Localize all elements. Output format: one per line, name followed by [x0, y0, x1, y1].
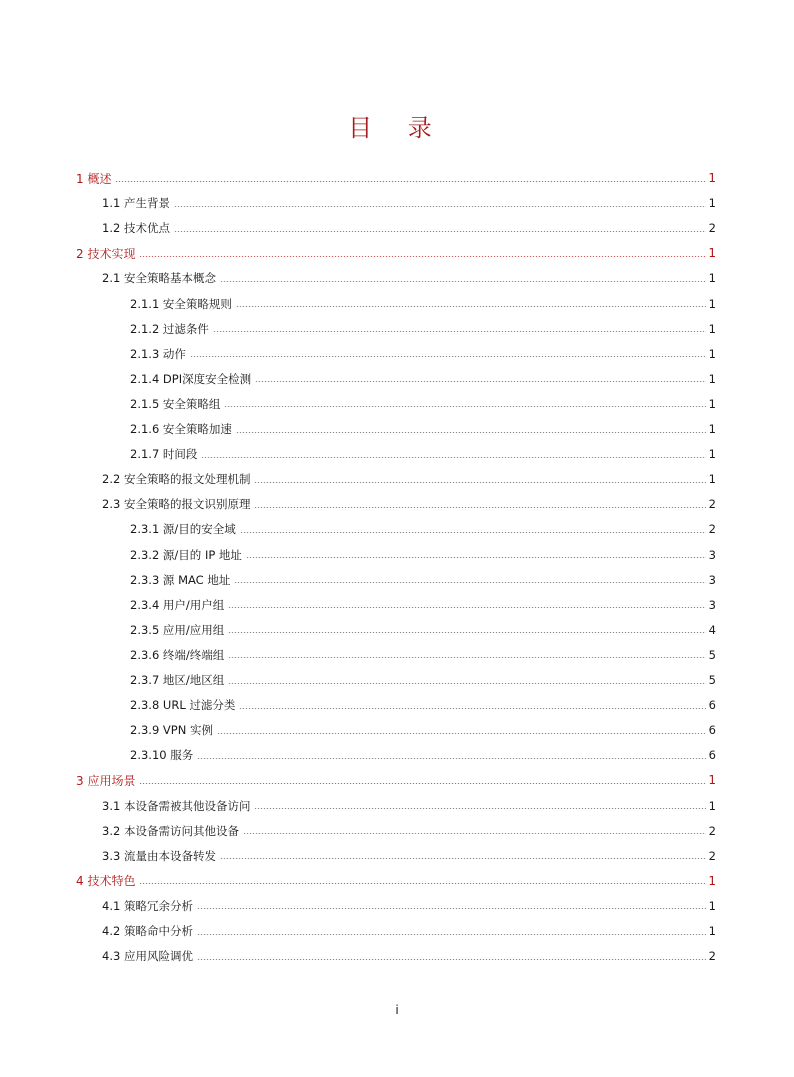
toc-entry-page: 1 — [708, 346, 716, 361]
toc-dot-leader — [217, 733, 706, 734]
toc-entry-label: 2.1.5 安全策略组 — [130, 396, 221, 411]
toc-dot-leader — [213, 331, 706, 332]
toc-entry-label: 2.3.5 应用/应用组 — [130, 622, 225, 637]
toc-dot-leader — [236, 432, 706, 433]
toc-entry-page: 1 — [708, 246, 716, 261]
toc-entry-label: 4.3 应用风险调优 — [102, 949, 193, 964]
toc-entry[interactable] — [76, 768, 716, 792]
toc-dot-leader — [228, 607, 706, 608]
toc-entry[interactable] — [130, 367, 716, 391]
toc-entry-page: 6 — [708, 723, 716, 738]
toc-entry-label: 2.1.2 过滤条件 — [130, 321, 209, 336]
toc-entry[interactable] — [130, 543, 716, 567]
toc-dot-leader — [234, 582, 706, 583]
toc-dot-leader — [201, 457, 706, 458]
toc-entry-page: 1 — [708, 447, 716, 462]
toc-entry[interactable] — [76, 869, 716, 893]
toc-dot-leader — [240, 532, 706, 533]
toc-entry[interactable] — [102, 492, 716, 516]
toc-entry-label: 3.2 本设备需访问其他设备 — [102, 823, 239, 838]
toc-entry-label: 2.3.6 终端/终端组 — [130, 647, 225, 662]
toc-entry-page: 4 — [708, 622, 716, 637]
toc-entry-page: 1 — [708, 873, 716, 888]
toc-dot-leader — [174, 231, 706, 232]
toc-entry[interactable] — [130, 718, 716, 742]
toc-entry[interactable] — [130, 618, 716, 642]
toc-entry-page: 1 — [708, 422, 716, 436]
toc-entry-label: 1 概述 — [76, 171, 112, 186]
toc-entry-page: 1 — [708, 321, 716, 336]
toc-entry-label: 2.3.7 地区/地区组 — [130, 673, 225, 687]
toc-dot-leader — [197, 908, 706, 909]
toc-entry[interactable] — [130, 593, 716, 617]
toc-entry-label: 3.1 本设备需被其他设备访问 — [102, 798, 251, 813]
toc-entry-label: 2.3.3 源 MAC 地址 — [130, 572, 231, 587]
toc-entry-page: 6 — [708, 748, 716, 763]
toc-entry-page: 1 — [708, 798, 716, 813]
toc-entry-label: 2.3.10 服务 — [130, 748, 194, 763]
toc-entry-page: 1 — [708, 924, 716, 938]
toc-entry[interactable] — [102, 844, 716, 868]
toc-entry-label: 2.3 安全策略的报文识别原理 — [102, 497, 251, 512]
toc-dot-leader — [254, 507, 706, 508]
toc-entry-page: 3 — [708, 572, 716, 587]
toc-entry-label: 2.1 安全策略基本概念 — [102, 271, 216, 286]
toc-entry-page: 2 — [708, 522, 716, 537]
toc-dot-leader — [228, 683, 706, 684]
toc-entry[interactable] — [76, 166, 716, 190]
toc-dot-leader — [139, 883, 706, 884]
toc-dot-leader — [255, 381, 706, 382]
toc-entry[interactable] — [130, 317, 716, 341]
toc-title: 目 录 — [348, 114, 446, 142]
toc-entry[interactable] — [130, 517, 716, 541]
toc-entry-label: 2.1.6 安全策略加速 — [130, 422, 232, 436]
toc-dot-leader — [239, 708, 706, 709]
toc-entry[interactable] — [130, 693, 716, 717]
toc-entry[interactable] — [130, 568, 716, 592]
page-number: i — [395, 1003, 399, 1017]
toc-entry-page: 2 — [708, 949, 716, 964]
toc-entry-page: 3 — [708, 547, 716, 562]
toc-dot-leader — [224, 406, 706, 407]
toc-entry-page: 1 — [708, 396, 716, 411]
toc-entry-label: 4 技术特色 — [76, 874, 136, 889]
toc-dot-leader — [115, 181, 706, 182]
toc-entry[interactable] — [130, 442, 716, 466]
toc-dot-leader — [220, 281, 706, 282]
toc-entry-label: 2.1.7 时间段 — [130, 447, 198, 462]
toc-entry[interactable] — [102, 191, 716, 215]
toc-entry-label: 3 应用场景 — [76, 773, 136, 788]
toc-entry[interactable] — [130, 392, 716, 416]
toc-entry-label: 2.3.9 VPN 实例 — [130, 723, 213, 738]
toc-entry-label: 4.2 策略命中分析 — [102, 924, 193, 938]
toc-dot-leader — [236, 306, 706, 307]
toc-entry-label: 2.3.8 URL 过滤分类 — [130, 698, 236, 713]
toc-entry[interactable] — [130, 417, 716, 441]
toc-entry-label: 1.1 产生背景 — [102, 196, 170, 211]
toc-entry-page: 2 — [708, 497, 716, 512]
toc-entry-page: 1 — [708, 171, 716, 185]
toc-entry-page: 1 — [708, 271, 716, 286]
toc-entry-label: 2.2 安全策略的报文处理机制 — [102, 472, 251, 487]
toc-entry[interactable] — [102, 216, 716, 240]
toc-entry[interactable] — [102, 894, 716, 918]
toc-entry[interactable] — [130, 743, 716, 767]
toc-dot-leader — [197, 934, 706, 935]
toc-dot-leader — [139, 256, 706, 257]
toc-dot-leader — [174, 206, 706, 207]
toc-entry-label: 2.3.4 用户/用户组 — [130, 597, 225, 612]
toc-entry-label: 2.1.1 安全策略规则 — [130, 296, 232, 311]
toc-entry[interactable] — [102, 794, 716, 818]
toc-entry-page: 1 — [708, 773, 716, 788]
toc-entry[interactable] — [130, 643, 716, 667]
toc-dot-leader — [197, 959, 706, 960]
toc-entry[interactable] — [102, 467, 716, 491]
toc-dot-leader — [254, 808, 706, 809]
toc-entry-label: 2 技术实现 — [76, 246, 136, 261]
toc-entry-label: 2.3.2 源/目的 IP 地址 — [130, 547, 242, 562]
toc-entry-page: 2 — [708, 848, 716, 863]
toc-entry-page: 1 — [708, 472, 716, 487]
toc-dot-leader — [246, 557, 706, 558]
toc-entry-label: 2.1.4 DPI深度安全检测 — [130, 371, 252, 386]
toc-entry-page: 5 — [708, 673, 716, 687]
toc-entry-page: 1 — [708, 898, 716, 913]
toc-dot-leader — [139, 783, 706, 784]
toc-entry[interactable] — [102, 266, 716, 290]
toc-entry-label: 2.1.3 动作 — [130, 346, 186, 361]
toc-entry-page: 2 — [708, 823, 716, 838]
toc-entry-page: 3 — [708, 597, 716, 612]
toc-entry[interactable] — [130, 342, 716, 366]
toc-entry-label: 1.2 技术优点 — [102, 221, 170, 236]
toc-entry-page: 1 — [708, 371, 716, 386]
toc-dot-leader — [228, 632, 706, 633]
toc-entry-page: 5 — [708, 647, 716, 662]
toc-dot-leader — [197, 758, 706, 759]
toc-entry-page: 1 — [708, 296, 716, 311]
toc-entry-label: 4.1 策略冗余分析 — [102, 898, 193, 913]
toc-entry[interactable] — [130, 668, 716, 692]
toc-dot-leader — [220, 858, 706, 859]
toc-entry[interactable] — [76, 241, 716, 265]
toc-entry-label: 2.3.1 源/目的安全域 — [130, 522, 236, 537]
toc-entry-page: 1 — [708, 196, 716, 211]
toc-entry-page: 2 — [708, 221, 716, 236]
toc-dot-leader — [243, 833, 706, 834]
toc-entry[interactable] — [102, 819, 716, 843]
toc-dot-leader — [190, 356, 706, 357]
toc-entry[interactable] — [130, 292, 716, 316]
toc-dot-leader — [254, 482, 706, 483]
toc-dot-leader — [228, 657, 706, 658]
toc-entry-label: 3.3 流量由本设备转发 — [102, 848, 216, 863]
toc-entry[interactable] — [102, 919, 716, 943]
toc-entry-page: 6 — [708, 698, 716, 713]
toc-entry[interactable] — [102, 944, 716, 968]
